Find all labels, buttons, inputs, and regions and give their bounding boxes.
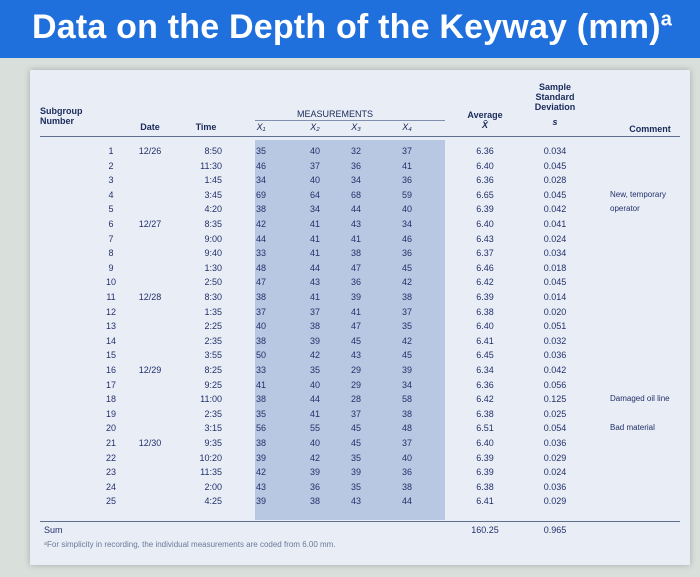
footnote: ᵃFor simplicity in recording, the individual measurements are coded from 6.00 mm. bbox=[44, 540, 336, 549]
cell-sd: 0.014 bbox=[543, 292, 567, 302]
cell-sd: 0.045 bbox=[543, 160, 567, 171]
header-sd-line1: Sample bbox=[538, 82, 571, 92]
header-subgroup-line2: Number bbox=[40, 116, 75, 126]
cell-average: 6.40 bbox=[476, 321, 494, 332]
cell-x2: 44 bbox=[309, 394, 320, 405]
cell-x3: 45 bbox=[350, 438, 361, 448]
cell-x4: 38 bbox=[401, 481, 412, 492]
cell-x4: 34 bbox=[401, 379, 412, 390]
cell-x4: 38 bbox=[401, 292, 412, 302]
cell-x1: 35 bbox=[255, 408, 266, 419]
cell-subgroup: 22 bbox=[105, 452, 116, 463]
cell-average: 6.40 bbox=[476, 219, 494, 229]
cell-x3: 39 bbox=[350, 292, 361, 302]
cell-x4: 40 bbox=[401, 452, 412, 463]
header-sd-line2: Standard bbox=[535, 92, 575, 102]
cell-x2: 35 bbox=[309, 365, 320, 375]
cell-x3: 35 bbox=[350, 481, 361, 492]
title-superscript: a bbox=[660, 8, 673, 31]
cell-x3: 34 bbox=[350, 175, 361, 186]
cell-average: 6.36 bbox=[476, 379, 494, 390]
cell-x1: 38 bbox=[255, 438, 266, 448]
cell-time: 9:25 bbox=[204, 379, 222, 390]
cell-time: 10:20 bbox=[199, 452, 222, 463]
cell-x4: 37 bbox=[401, 306, 412, 317]
cell-time: 8:30 bbox=[204, 292, 222, 302]
cell-average: 6.39 bbox=[476, 452, 494, 463]
cell-sd: 0.042 bbox=[543, 204, 567, 215]
cell-x3: 29 bbox=[350, 365, 361, 375]
cell-x3: 47 bbox=[350, 321, 361, 332]
cell-x1: 39 bbox=[255, 452, 266, 463]
cell-date: 12/30 bbox=[138, 438, 162, 448]
cell-average: 6.36 bbox=[476, 146, 494, 156]
header-time: Time bbox=[195, 122, 217, 132]
cell-sd: 0.024 bbox=[543, 233, 567, 244]
cell-date: 12/28 bbox=[138, 292, 162, 302]
cell-subgroup: 14 bbox=[105, 335, 116, 346]
cell-time: 4:25 bbox=[204, 496, 222, 507]
cell-average: 6.41 bbox=[476, 335, 494, 346]
sum-label: Sum bbox=[44, 525, 63, 535]
cell-x2: 40 bbox=[309, 175, 320, 186]
header-x1: X₁ bbox=[256, 122, 266, 132]
cell-x4: 59 bbox=[401, 189, 412, 200]
cell-sd: 0.125 bbox=[543, 394, 567, 405]
header-average bbox=[460, 110, 510, 130]
cell-average: 6.38 bbox=[476, 408, 494, 419]
sum-top-rule bbox=[40, 521, 680, 522]
header-measurements: MEASUREMENTS bbox=[296, 109, 373, 119]
cell-subgroup: 3 bbox=[108, 175, 114, 186]
cell-average: 6.46 bbox=[476, 262, 494, 273]
cell-sd: 0.034 bbox=[543, 248, 567, 259]
cell-subgroup: 8 bbox=[108, 248, 114, 259]
cell-x1: 39 bbox=[255, 496, 266, 507]
cell-time: 1:45 bbox=[204, 175, 222, 186]
cell-average: 6.39 bbox=[476, 467, 494, 478]
cell-time: 4:20 bbox=[204, 204, 222, 215]
cell-x4: 37 bbox=[401, 146, 412, 156]
cell-x1: 43 bbox=[255, 481, 266, 492]
cell-x2: 38 bbox=[309, 496, 320, 507]
cell-time: 11:00 bbox=[200, 394, 222, 405]
cell-x1: 56 bbox=[255, 423, 266, 434]
cell-sd: 0.032 bbox=[543, 335, 567, 346]
cell-time: 9:00 bbox=[204, 233, 222, 244]
cell-x2: 40 bbox=[309, 438, 320, 448]
cell-average: 6.34 bbox=[476, 365, 494, 375]
cell-time: 2:00 bbox=[204, 481, 222, 492]
cell-subgroup: 11 bbox=[106, 292, 116, 302]
cell-time: 2:25 bbox=[204, 321, 222, 332]
header-sd-line4: s bbox=[552, 117, 558, 127]
cell-x4: 45 bbox=[401, 262, 412, 273]
cell-x1: 46 bbox=[255, 160, 266, 171]
cell-x2: 36 bbox=[309, 481, 320, 492]
cell-x3: 47 bbox=[350, 262, 361, 273]
cell-x4: 48 bbox=[401, 423, 412, 434]
cell-sd: 0.041 bbox=[543, 219, 567, 229]
cell-time: 1:30 bbox=[204, 262, 222, 273]
cell-x4: 34 bbox=[401, 219, 412, 229]
cell-date: 12/29 bbox=[138, 365, 162, 375]
cell-subgroup: 1 bbox=[108, 146, 114, 156]
cell-x1: 41 bbox=[255, 379, 266, 390]
cell-comment: Bad material bbox=[610, 423, 655, 433]
cell-x4: 42 bbox=[401, 277, 412, 288]
cell-x2: 41 bbox=[309, 408, 320, 419]
cell-x1: 44 bbox=[255, 233, 266, 244]
cell-time: 3:45 bbox=[204, 189, 222, 200]
cell-subgroup: 5 bbox=[108, 204, 114, 215]
cell-time: 8:25 bbox=[204, 365, 222, 375]
sum-average: 160.25 bbox=[471, 525, 499, 535]
cell-x1: 38 bbox=[255, 394, 266, 405]
cell-x4: 42 bbox=[401, 335, 412, 346]
cell-subgroup: 24 bbox=[105, 481, 116, 492]
cell-x2: 64 bbox=[309, 189, 320, 200]
cell-sd: 0.051 bbox=[543, 321, 567, 332]
cell-average: 6.65 bbox=[476, 189, 494, 200]
cell-sd: 0.036 bbox=[543, 481, 567, 492]
cell-x2: 42 bbox=[309, 452, 320, 463]
title-text: Data on the Depth of the Keyway (mm) bbox=[32, 8, 661, 46]
cell-time: 8:35 bbox=[204, 219, 222, 229]
cell-date: 12/27 bbox=[138, 219, 162, 229]
cell-x4: 44 bbox=[401, 496, 412, 507]
cell-x4: 36 bbox=[401, 248, 412, 259]
cell-x3: 28 bbox=[350, 394, 361, 405]
cell-sd: 0.045 bbox=[543, 189, 567, 200]
cell-subgroup: 15 bbox=[105, 350, 116, 361]
cell-sd: 0.025 bbox=[543, 408, 567, 419]
cell-time: 2:35 bbox=[204, 335, 222, 346]
cell-time: 11:35 bbox=[200, 467, 222, 478]
cell-x3: 35 bbox=[350, 452, 361, 463]
cell-x3: 38 bbox=[350, 248, 361, 259]
cell-x3: 37 bbox=[350, 408, 361, 419]
cell-x1: 37 bbox=[255, 306, 266, 317]
cell-x3: 32 bbox=[350, 146, 361, 156]
cell-x1: 34 bbox=[255, 175, 266, 186]
cell-time: 2:35 bbox=[204, 408, 222, 419]
cell-subgroup: 21 bbox=[105, 438, 116, 448]
cell-x2: 41 bbox=[309, 233, 320, 244]
header-subgroup bbox=[40, 106, 100, 126]
header-average-line2: X̄ bbox=[481, 120, 488, 130]
cell-x1: 33 bbox=[255, 365, 266, 375]
cell-sd: 0.036 bbox=[543, 350, 567, 361]
cell-sd: 0.028 bbox=[543, 175, 567, 186]
cell-x1: 69 bbox=[255, 189, 266, 200]
cell-average: 6.40 bbox=[476, 438, 494, 448]
cell-time: 2:50 bbox=[204, 277, 222, 288]
cell-average: 6.42 bbox=[476, 277, 494, 288]
cell-average: 6.45 bbox=[476, 350, 494, 361]
cell-subgroup: 25 bbox=[105, 496, 116, 507]
cell-x3: 39 bbox=[350, 467, 361, 478]
cell-time: 11:30 bbox=[200, 160, 222, 171]
cell-x3: 45 bbox=[350, 423, 361, 434]
cell-average: 6.40 bbox=[476, 160, 494, 171]
cell-average: 6.41 bbox=[476, 496, 494, 507]
cell-sd: 0.024 bbox=[543, 467, 567, 478]
title-banner bbox=[0, 0, 700, 58]
cell-sd: 0.029 bbox=[543, 496, 567, 507]
cell-x2: 55 bbox=[309, 423, 320, 434]
cell-x3: 36 bbox=[350, 277, 361, 288]
header-sd bbox=[525, 82, 585, 127]
cell-x1: 33 bbox=[255, 248, 266, 259]
header-x2: X₂ bbox=[310, 122, 320, 132]
cell-x2: 41 bbox=[309, 292, 320, 302]
cell-x3: 68 bbox=[350, 189, 361, 200]
cell-x1: 40 bbox=[255, 321, 266, 332]
cell-x3: 44 bbox=[350, 204, 361, 215]
cell-x4: 46 bbox=[401, 233, 412, 244]
cell-subgroup: 6 bbox=[108, 219, 114, 229]
header-sd-line3: Deviation bbox=[534, 102, 576, 112]
cell-x1: 42 bbox=[255, 219, 266, 229]
header-bottom-rule bbox=[40, 136, 680, 137]
cell-subgroup: 23 bbox=[105, 467, 116, 478]
cell-x1: 38 bbox=[255, 335, 266, 346]
cell-sd: 0.020 bbox=[543, 306, 567, 317]
cell-average: 6.36 bbox=[476, 175, 494, 186]
cell-x4: 35 bbox=[401, 321, 412, 332]
cell-subgroup: 16 bbox=[105, 365, 116, 375]
cell-time: 9:35 bbox=[204, 438, 222, 448]
cell-x2: 42 bbox=[309, 350, 320, 361]
cell-x2: 40 bbox=[309, 379, 320, 390]
page-title bbox=[32, 8, 672, 47]
header-x4: X₄ bbox=[402, 122, 412, 132]
cell-x3: 41 bbox=[350, 306, 361, 317]
cell-comment: operator bbox=[610, 204, 640, 214]
cell-sd: 0.054 bbox=[543, 423, 567, 434]
cell-x1: 50 bbox=[255, 350, 266, 361]
header-average-line1: Average bbox=[467, 110, 503, 120]
cell-x3: 29 bbox=[350, 379, 361, 390]
cell-time: 3:55 bbox=[204, 350, 222, 361]
cell-x3: 45 bbox=[350, 335, 361, 346]
cell-x3: 41 bbox=[350, 233, 361, 244]
cell-x4: 37 bbox=[401, 438, 412, 448]
cell-average: 6.38 bbox=[476, 481, 494, 492]
cell-x4: 38 bbox=[401, 408, 412, 419]
header-comment: Comment bbox=[629, 124, 671, 134]
cell-x1: 42 bbox=[255, 467, 266, 478]
header-date: Date bbox=[140, 122, 160, 132]
cell-subgroup: 9 bbox=[108, 262, 114, 273]
cell-average: 6.43 bbox=[476, 233, 494, 244]
cell-average: 6.38 bbox=[476, 306, 494, 317]
cell-x3: 36 bbox=[350, 160, 361, 171]
cell-comment: New, temporary bbox=[610, 189, 667, 199]
header-x3: X₃ bbox=[351, 122, 361, 132]
cell-subgroup: 7 bbox=[108, 233, 114, 244]
cell-x2: 34 bbox=[309, 204, 320, 215]
cell-x2: 38 bbox=[309, 321, 320, 332]
cell-sd: 0.034 bbox=[543, 146, 567, 156]
cell-x2: 44 bbox=[309, 262, 320, 273]
cell-sd: 0.042 bbox=[543, 365, 567, 375]
cell-x3: 43 bbox=[350, 350, 361, 361]
data-table-sheet bbox=[30, 70, 690, 565]
cell-sd: 0.029 bbox=[543, 452, 567, 463]
cell-x2: 37 bbox=[309, 306, 320, 317]
cell-subgroup: 13 bbox=[105, 321, 116, 332]
cell-x2: 40 bbox=[309, 146, 320, 156]
cell-comment: Damaged oil line bbox=[610, 394, 670, 404]
cell-subgroup: 20 bbox=[105, 423, 116, 434]
cell-x4: 41 bbox=[401, 160, 412, 171]
cell-x4: 40 bbox=[401, 204, 412, 215]
cell-x1: 38 bbox=[255, 204, 266, 215]
cell-x4: 45 bbox=[401, 350, 412, 361]
cell-x2: 39 bbox=[309, 335, 320, 346]
cell-x1: 38 bbox=[255, 292, 266, 302]
cell-x3: 43 bbox=[350, 496, 361, 507]
sum-sd: 0.965 bbox=[543, 525, 567, 535]
cell-sd: 0.036 bbox=[543, 438, 567, 448]
cell-x4: 36 bbox=[401, 467, 412, 478]
cell-time: 1:35 bbox=[204, 306, 222, 317]
cell-average: 6.51 bbox=[476, 423, 494, 434]
cell-average: 6.39 bbox=[476, 204, 494, 215]
cell-time: 3:15 bbox=[204, 423, 222, 434]
header-subgroup-line1: Subgroup bbox=[40, 106, 83, 116]
cell-x3: 43 bbox=[350, 219, 361, 229]
cell-subgroup: 4 bbox=[108, 189, 114, 200]
cell-subgroup: 19 bbox=[105, 408, 116, 419]
cell-x1: 35 bbox=[255, 146, 266, 156]
cell-subgroup: 12 bbox=[105, 306, 116, 317]
cell-x2: 39 bbox=[309, 467, 320, 478]
cell-sd: 0.018 bbox=[543, 262, 567, 273]
cell-x2: 43 bbox=[309, 277, 320, 288]
cell-average: 6.42 bbox=[476, 394, 494, 405]
cell-time: 8:50 bbox=[204, 146, 222, 156]
cell-x1: 47 bbox=[255, 277, 266, 288]
cell-time: 9:40 bbox=[204, 248, 222, 259]
cell-date: 12/26 bbox=[138, 146, 162, 156]
measurements-rule bbox=[255, 120, 445, 121]
cell-x4: 36 bbox=[401, 175, 412, 186]
cell-x2: 37 bbox=[309, 160, 320, 171]
cell-x2: 41 bbox=[309, 248, 320, 259]
cell-average: 6.39 bbox=[476, 292, 494, 302]
cell-sd: 0.056 bbox=[543, 379, 567, 390]
cell-subgroup: 17 bbox=[105, 379, 116, 390]
cell-subgroup: 10 bbox=[105, 277, 116, 288]
cell-subgroup: 18 bbox=[105, 394, 116, 405]
cell-x4: 39 bbox=[401, 365, 412, 375]
cell-x4: 58 bbox=[401, 394, 412, 405]
cell-x2: 41 bbox=[309, 219, 320, 229]
cell-subgroup: 2 bbox=[108, 160, 114, 171]
cell-sd: 0.045 bbox=[543, 277, 567, 288]
cell-average: 6.37 bbox=[476, 248, 494, 259]
cell-x1: 48 bbox=[255, 262, 266, 273]
